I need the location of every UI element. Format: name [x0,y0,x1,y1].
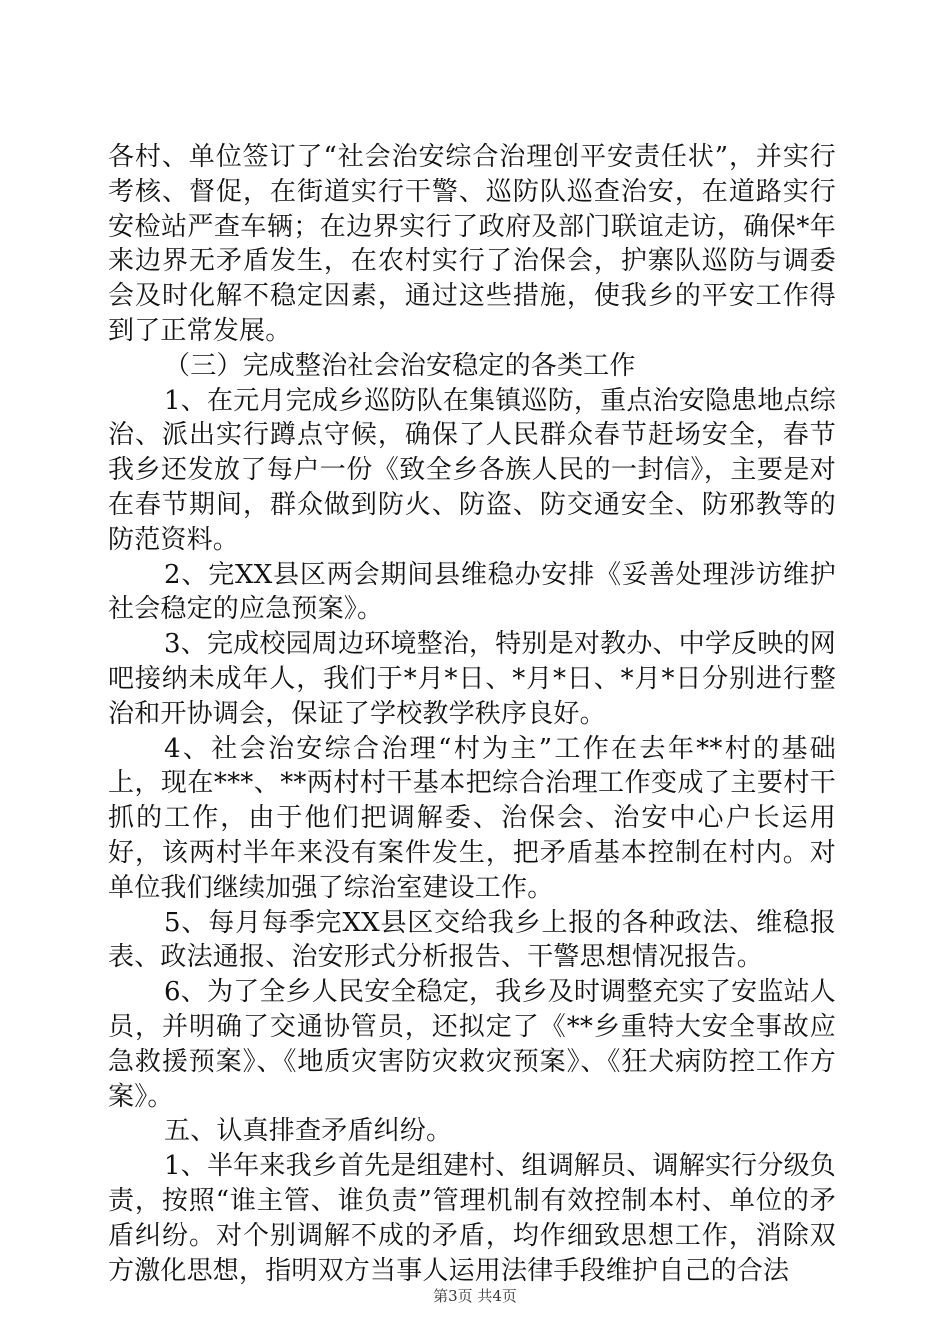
section-heading-3: （三）完成整治社会治安稳定的各类工作 [164,350,636,381]
paragraph-item-4: 4、社会治安综合治理“村为主”工作在去年**村的基础上，现在***、**两村村干基本把综合治理工作变成了主要村干抓的工作，由于他们把调解委、治保会、治安中心户长运用好，该两村半年来没有案件发生，把矛盾基本控制在村内。对单位我们继续加强了综治室建设工作。 [108,733,836,903]
paragraph-item-3: 3、完成校园周边环境整治，特别是对教办、中学反映的网吧接纳未成年人，我们于*月*日、*月*日、*月*日分别进行整治和开协调会，保证了学校教学秩序良好。 [108,629,836,729]
section-heading-5: 五、认真排查矛盾纠纷。 [164,1116,453,1147]
paragraph-item-2: 2、完XX县区两会期间县维稳办安排《妥善处理涉访维护社会稳定的应急预案》。 [108,559,836,625]
paragraph-item-6: 6、为了全乡人民安全稳定，我乡及时调整充实了安监站人员，并明确了交通协管员，还拟定了《**乡重特大安全事故应急救援预案》、《地质灾害防灾救灾预案》、《狂犬病防控工作方案》。 [108,977,836,1112]
paragraph-item-5-1: 1、半年来我乡首先是组建村、组调解员、调解实行分级负责，按照“谁主管、谁负责”管理机制有效控制本村、单位的矛盾纠纷。对个别调解不成的矛盾，均作细致思想工作，消除双方激化思想，指明双方当事人运用法律手段维护自己的合法 [108,1151,836,1286]
document-body [108,140,836,1288]
paragraph-continuation: 各村、单位签订了“社会治安综合治理创平安责任状”，并实行考核、督促，在街道实行干警、巡防队巡查治安，在道路实行安检站严查车辆；在边界实行了政府及部门联谊走访，确保*年来边界无矛盾发生，在农村实行了治保会，护寨队巡防与调委会及时化解不稳定因素，通过这些措施，使我乡的平安工作得到了正常发展。 [108,142,836,346]
paragraph-item-5: 5、每月每季完XX县区交给我乡上报的各种政法、维稳报表、政法通报、治安形式分析报告、干警思想情况报告。 [108,907,836,973]
paragraph-item-1: 1、在元月完成乡巡防队在集镇巡防，重点治安隐患地点综治、派出实行蹲点守候，确保了人民群众春节赶场安全，春节我乡还发放了每户一份《致全乡各族人民的一封信》，主要是对在春节期间，群众做到防火、防盗、防交通安全、防邪教等的防范资料。 [108,385,836,555]
page-footer: 第3页 共4页 [433,1287,517,1305]
